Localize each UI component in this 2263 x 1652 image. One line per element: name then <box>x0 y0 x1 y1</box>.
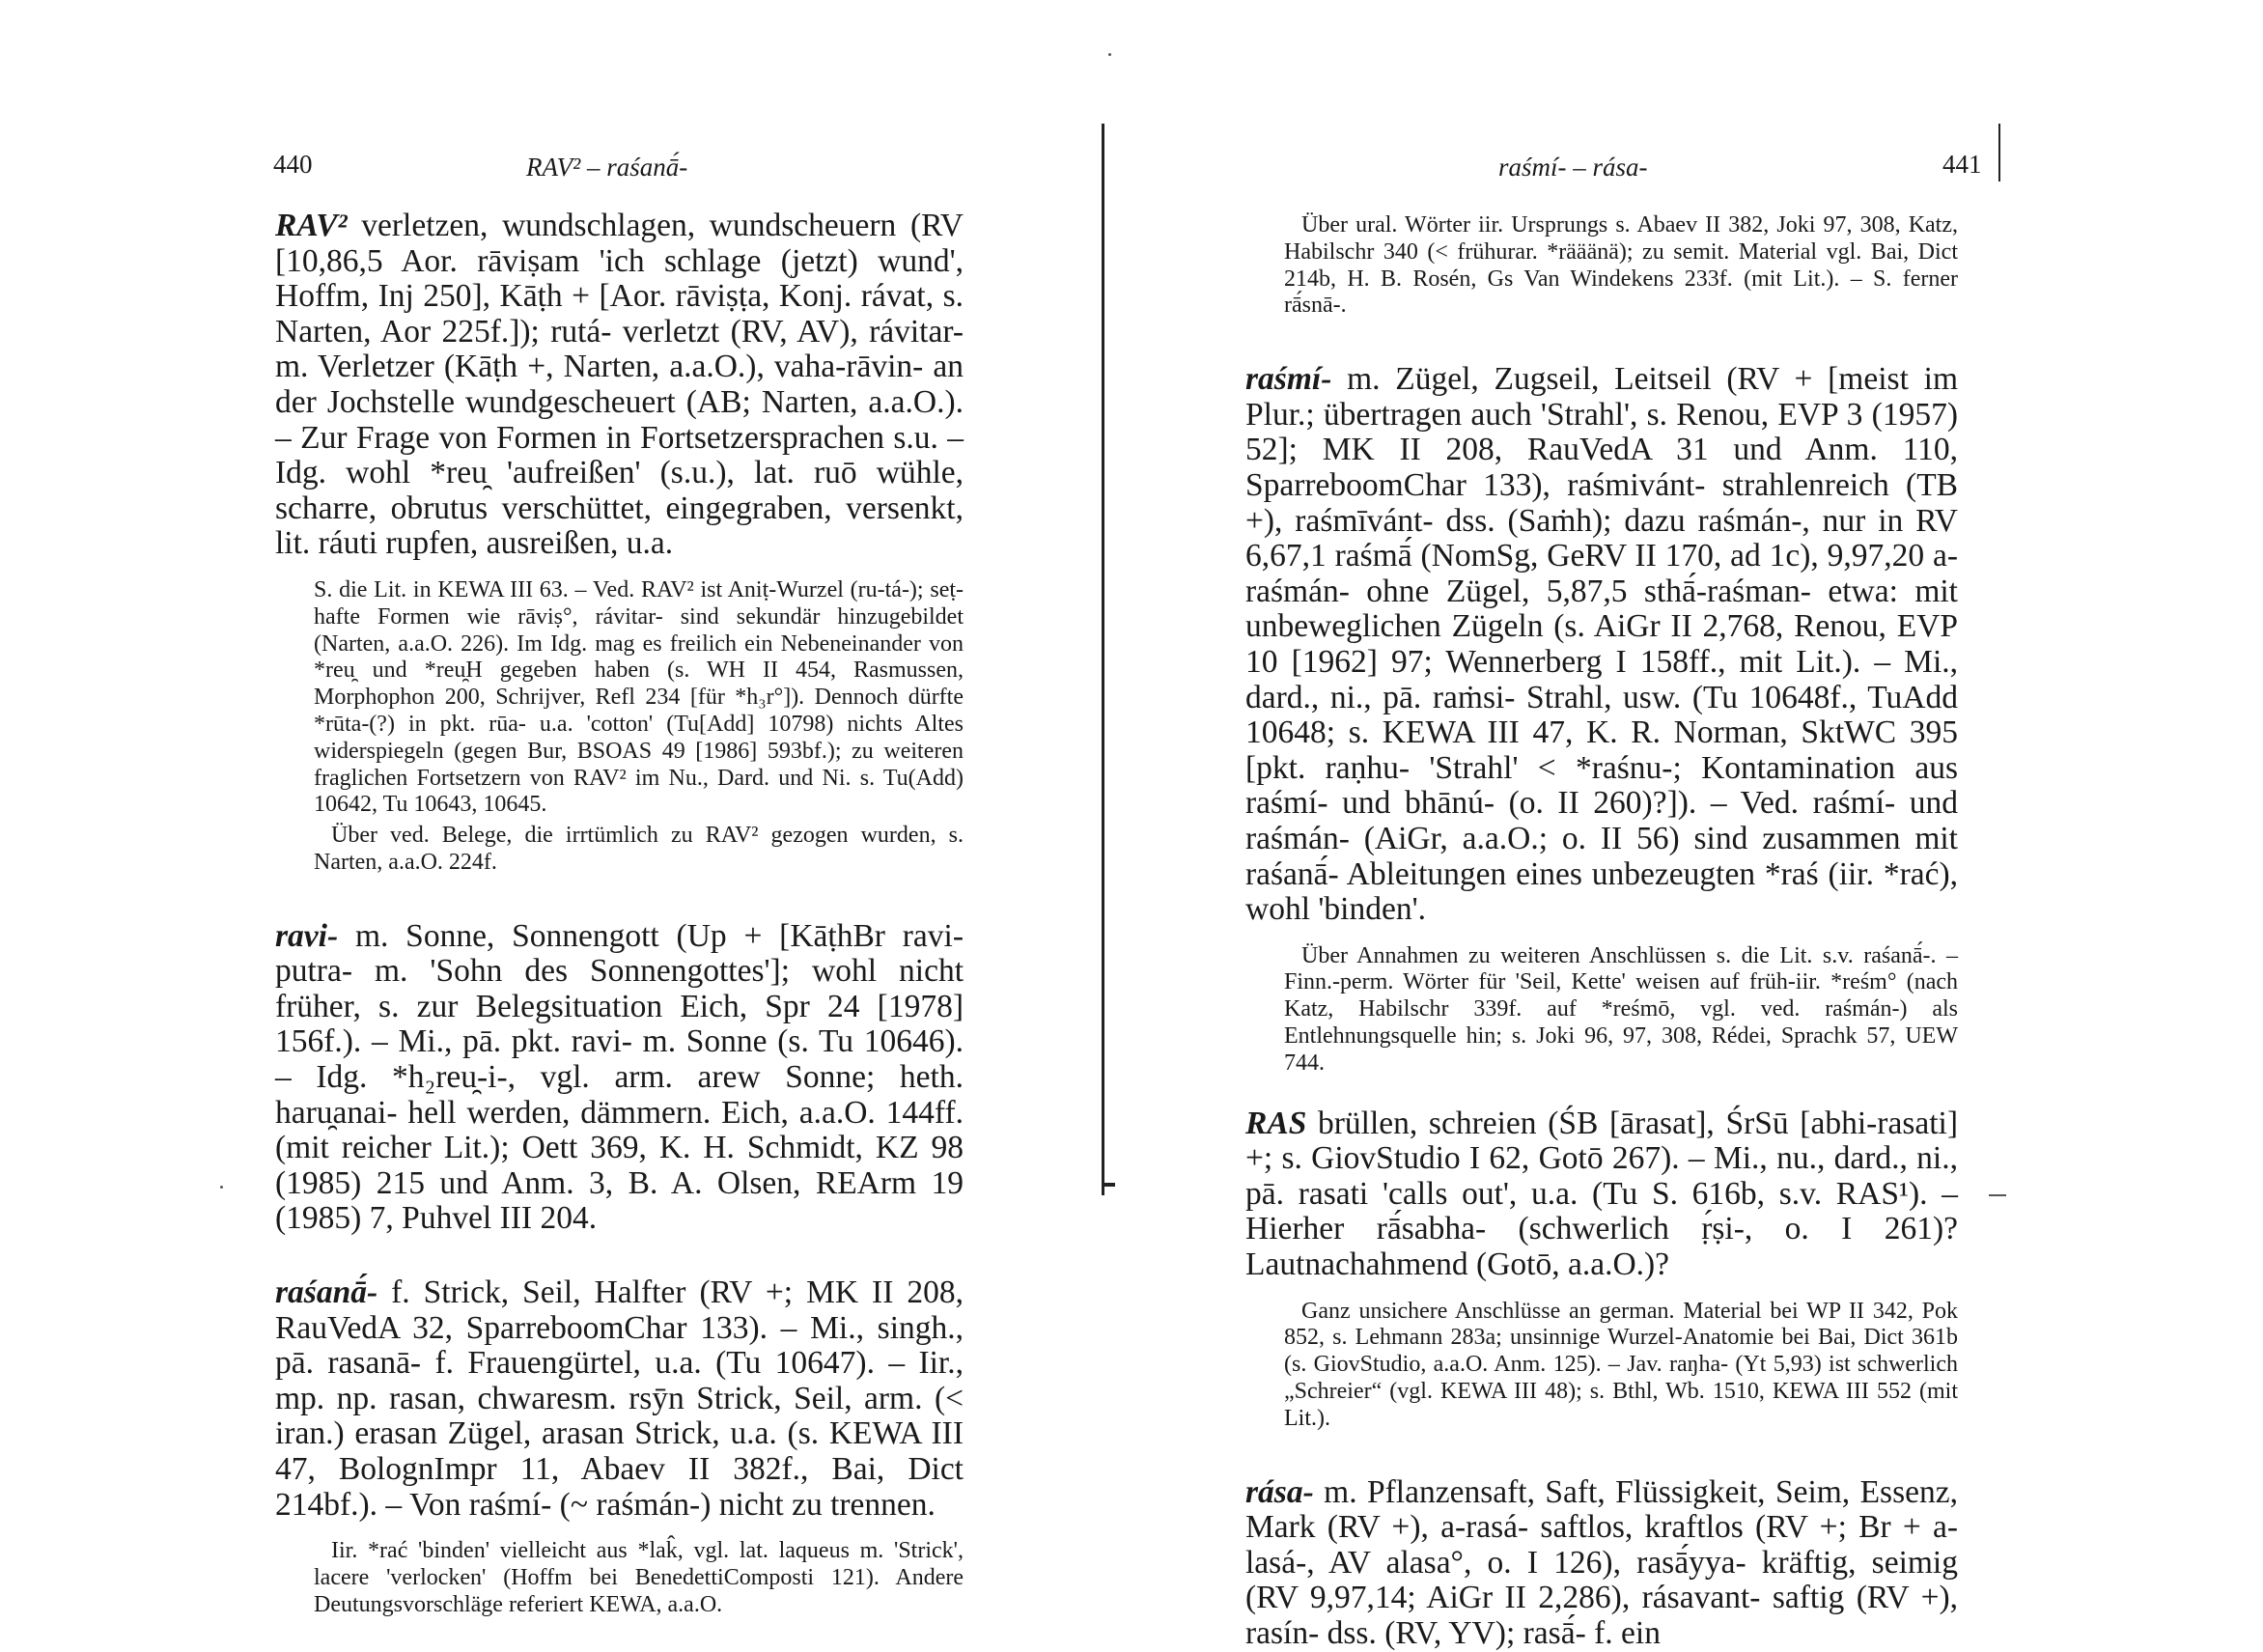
entry-lemma: RAV² <box>275 208 348 243</box>
entry-lemma: RAS <box>1245 1105 1307 1141</box>
entry-text: m. Pflanzensaft, Saft, Flüssigkeit, Seim, Essenz, Mark (RV +), a-rasá- saftlos, kraftlos (RV +; Br + a-lasá-, AV alasa°, o. I 126), rasā́yya- kräftig, seimig (RV 9,97,14; AiGr II 2,286), rásavant- saftig (RV +), rasín- dss. (RV, YV); rasā́- f. ein <box>1245 1473 1958 1651</box>
dictionary-entry <box>1245 362 1958 1077</box>
dictionary-entry <box>275 919 964 1237</box>
entry-lemma: raśmí- <box>1245 361 1332 398</box>
continuation-note <box>1284 212 1958 320</box>
entry-text: brüllen, schreien (ŚB [ārasat], ŚrSū [abhi-rasati] +; s. GiovStudio I 62, Gotō 267). – Mi., nu., dard., ni., pā. rasati 'calls out', u.a. (Tu S. 616b, s.v. RAS¹). – Hierher rā́sabha- (schwerlich ṛ́ṣi-, o. I 261)? Lautnachahmend (Gotō, a.a.O.)? <box>1245 1105 1958 1283</box>
entry-text: m. Zügel, Zugseil, Leitseil (RV + [meist im Plur.; übertragen auch 'Strahl', s. Renou, EVP 3 (1957) 52]; MK II 208, RauVedA 31 und Anm. 110, SparreboomChar 133), raśmivánt- strahlenreich (TB +), raśmīvánt- dss. (Saṁh); dazu raśmán-, nur in RV 6,67,1 raśmā́ (NomSg, GeRV II 170, ad 1c), 9,97,20 a-raśmán- ohne Zügel, 5,87,5 sthā́-raśman- etwa: mit unbeweglichen Zügeln (s. AiGr II 2,768, Renou, EVP 10 [1962] 97; Wennerberg I 158ff., mit Lit.). – Mi., dard., ni., pā. raṁsi- Strahl, usw. (Tu 10648f., TuAdd 10648; s. KEWA III 47, K. R. Norman, SktWC 395 [pkt. raṇhu- 'Strahl' < *raśnu-; Kontamination aus raśmí- und bhānú- (o. II 260)?]). – Ved. raśmí- und raśmán- (AiGr, a.a.O.; o. II 56) sind zusammen mit raśanā́- Ableitungen eines unbezeugten *raś (iir. *rać), wohl 'binden'. <box>1245 361 1959 928</box>
dictionary-entry <box>1245 1106 1958 1433</box>
entry-lemma: ravi- <box>275 917 339 954</box>
text-column <box>1245 212 1958 1652</box>
entry-text: m. Sonne, Sonnengott (Up + [KāṭhBr ravi-putra- m. 'Sohn des Sonnengottes']; wohl nicht früher, s. zur Belegsituation Eich, Spr 24 [1978] 156f.). – Mi., pā. pkt. ravi- m. Sonne (s. Tu 10646). – Idg. *h₂reu̯-i-, vgl. arm. arew Sonne; heth. haru̯anai- hell werden, dämmern. Eich, a.a.O. 144ff. (mit reicher Lit.); Oett 369, K. H. Schmidt, KZ 98 (1985) 215 und Anm. 3, B. A. Olsen, REArm 19 (1985) 7, Puhvel III 204. <box>275 917 964 1237</box>
scan-speck <box>220 1186 223 1189</box>
right-page <box>1110 0 2263 1651</box>
text-column <box>275 209 964 1623</box>
entry-note <box>1284 1299 1958 1433</box>
note-paragraph: Über ural. Wörter iir. Ursprungs s. Abaev II 382, Joki 97, 308, Katz, Habilschr 340 (< frühurar. *rääänä); zu semit. Material vgl. Bai, Dict 214b, H. B. Rosén, Gs Van Windekens 233f. (mit Lit.). – S. ferner rā́snā-. <box>1284 212 1958 319</box>
binding-shadow <box>1102 124 1104 1195</box>
entry-lemma: raśanā́- <box>275 1274 378 1311</box>
entry-text: verletzen, wundschlagen, wundscheuern (RV [10,86,5 Aor. rāviṣam 'ich schlage (jetzt) wund', Hoffm, Inj 250], Kāṭh + [Aor. rāviṣṭa, Konj. rávat, s. Narten, Aor 225f.]); rutá- verletzt (RV, AV), rávitar- m. Verletzer (Kāṭh +, Narten, a.a.O.), vaha-rāvin- an der Jochstelle wundgescheuert (AB; Narten, a.a.O.). – Zur Frage von Formen in Fortsetzersprachen s.u. – Idg. wohl *reu̯ 'aufreißen' (s.u.), lat. ruō wühle, scharre, obrutus verschüttet, eingegraben, versenkt, lit. ráuti rupfen, ausreißen, u.a. <box>275 208 964 562</box>
note-paragraph: Ganz unsichere Anschlüsse an german. Material bei WP II 342, Pok 852, s. Lehmann 283a; unsinnige Wurzel-Anatomie bei Bai, Dict 361b (s. GiovStudio, a.a.O. Anm. 125). – Jav. raŋha- (Yt 5,93) ist schwerlich „Schreier“ (vgl. KEWA III 48); s. Bthl, Wb. 1510, KEWA III 552 (mit Lit.). <box>1284 1298 1958 1431</box>
page-number: 441 <box>1942 150 1982 179</box>
dictionary-entry <box>275 1275 964 1619</box>
entry-text: f. Strick, Seil, Halfter (RV +; MK II 208, RauVedA 32, SparreboomChar 133). – Mi., singh., pā. rasanā- f. Frauengürtel, u.a. (Tu 10647). – Iir., mp. np. rasan, chwaresm. rsȳn Strick, Seil, arm. (< iran.) erasan Zügel, arasan Strick, u.a. (s. KEWA III 47, BolognImpr 11, Abaev II 382f., Bai, Dict 214bf.). – Von raśmí- (~ raśmán-) nicht zu trennen. <box>275 1274 964 1523</box>
note-paragraph: Über ved. Belege, die irrtümlich zu RAV² gezogen wurden, s. Narten, a.a.O. 224f. <box>314 823 964 875</box>
running-head: RAV² – raśanā́- <box>526 153 688 182</box>
entry-lemma: rása- <box>1245 1473 1314 1510</box>
note-paragraph: S. die Lit. in KEWA III 63. – Ved. RAV² ist Aniṭ-Wurzel (ru-tá-); seṭ-hafte Formen wie rāviṣ°, rávitar- sind sekundär hinzugebildet (Narten, a.a.O. 226). Im Idg. mag es freilich ein Nebeneinander von *reu̯ und *reu̯H gegeben haben (s. WH II 454, Rasmussen, Morphophon 200, Schrijver, Refl 234 [für *h₃r°]). Dennoch dürfte *rūta-(?) in pkt. rūa- u.a. 'cotton' (Tu[Add] 10798) nichts Altes widerspiegeln (gegen Bur, BSOAS 49 [1986] 593bf.); zu weiteren fraglichen Fortsetzern von RAV² im Nu., Dard. und Ni. s. Tu(Add) 10642, Tu 10643, 10645. <box>314 576 964 818</box>
note-paragraph: Iir. *rać 'binden' vielleicht aus *lak̂, vgl. lat. laqueus m. 'Strick', lacere 'verlocken' (Hoffm bei BenedettiComposti 121). Andere Deutungsvorschläge referiert KEWA, a.a.O. <box>314 1538 964 1617</box>
left-page <box>0 0 1110 1617</box>
dictionary-entry <box>1245 1475 1958 1652</box>
entry-note <box>1284 943 1958 1078</box>
note-paragraph: Über Annahmen zu weiteren Anschlüssen s. die Lit. s.v. raśanā́-. – Finn.-perm. Wörter für 'Seil, Kette' weisen auf früh-iir. *reśm° (nach Katz, Habilschr 339f. auf *reśmō, vgl. ved. raśmán-) als Entlehnungsquelle hin; s. Joki 96, 97, 308, Rédei, Sprachk 57, UEW 744. <box>1284 942 1958 1076</box>
dictionary-entry <box>275 209 964 877</box>
entry-note <box>314 577 964 877</box>
running-head: raśmí- – rása- <box>1498 153 1648 182</box>
entry-note <box>314 1538 964 1618</box>
page-number: 440 <box>273 150 313 179</box>
